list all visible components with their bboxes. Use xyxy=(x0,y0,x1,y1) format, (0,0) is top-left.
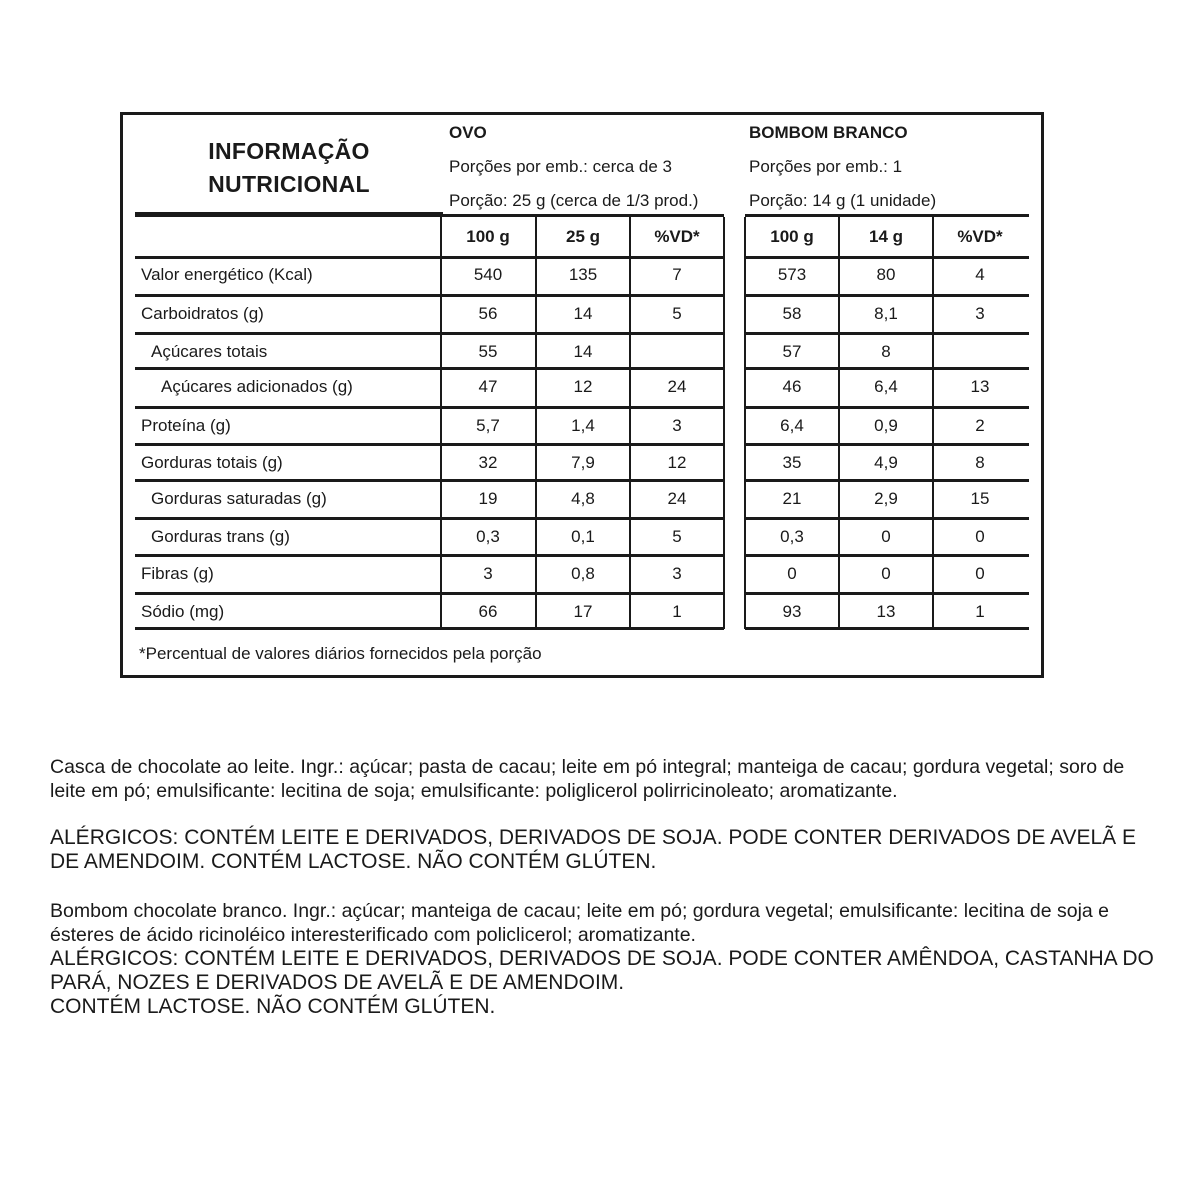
value-cell-ovo: 135 xyxy=(568,265,598,284)
column-header-bombom: %VD* xyxy=(957,227,1003,246)
value-cell-bombom: 2,9 xyxy=(874,489,898,508)
value-cell-bombom: 93 xyxy=(782,602,802,621)
value-cell-ovo: 66 xyxy=(478,602,498,621)
servings-ovo: Porções por emb.: cerca de 3 xyxy=(449,157,673,176)
value-cell-ovo: 24 xyxy=(667,489,687,508)
column-header-ovo: 100 g xyxy=(466,227,510,246)
value-cell-bombom xyxy=(933,335,1027,369)
serving-size-bombom: Porção: 14 g (1 unidade) xyxy=(749,191,937,210)
allergens-ovo: ALÉRGICOS: CONTÉM LEITE E DERIVADOS, DERIVADOS DE SOJA. PODE CONTER DERIVADOS DE AVELÃ E DE AMENDOIM. CONTÉM LACTOSE. NÃO CONTÉM GLÚTEN. xyxy=(50,826,1137,873)
nutrition-table xyxy=(120,112,1044,678)
value-cell-bombom: 2 xyxy=(975,416,985,435)
value-cell-ovo: 3 xyxy=(672,416,682,435)
value-cell-bombom: 8,1 xyxy=(874,304,898,323)
value-cell-ovo: 540 xyxy=(473,265,503,284)
value-cell-ovo: 0,3 xyxy=(476,527,500,546)
serving-size-ovo: Porção: 25 g (cerca de 1/3 prod.) xyxy=(449,191,699,210)
value-cell-bombom: 0 xyxy=(881,527,891,546)
nutrient-label: Sódio (mg) xyxy=(141,602,225,621)
allergens-bombom: ALÉRGICOS: CONTÉM LEITE E DERIVADOS, DERIVADOS DE SOJA. PODE CONTER AMÊNDOA, CASTANHA DO PARÁ, NOZES E DERIVADOS DE AVELÃ E DE AMENDOIM. xyxy=(50,947,1154,994)
nutrient-label: Gorduras saturadas (g) xyxy=(151,489,327,508)
value-cell-ovo: 17 xyxy=(573,602,593,621)
table-title-line2: NUTRICIONAL xyxy=(208,171,370,197)
product-name-bombom: BOMBOM BRANCO xyxy=(749,123,908,142)
allergens-bombom-extra: CONTÉM LACTOSE. NÃO CONTÉM GLÚTEN. xyxy=(50,995,496,1018)
product-name-ovo: OVO xyxy=(449,123,487,142)
value-cell-bombom: 0,3 xyxy=(780,527,804,546)
value-cell-ovo: 7 xyxy=(672,265,682,284)
value-cell-bombom: 0 xyxy=(975,564,985,583)
ingredients-bombom-text: açúcar; manteiga de cacau; leite em pó; gordura vegetal; emulsificante: lecitina de soja e ésteres de ácido ricinoléico interesterificado com policlicerol; aromatizante. xyxy=(50,900,1110,946)
value-cell-bombom: 0 xyxy=(881,564,891,583)
value-cell-bombom: 4,9 xyxy=(874,453,898,472)
value-cell-bombom: 3 xyxy=(975,304,985,323)
value-cell-bombom: 0 xyxy=(787,564,797,583)
column-header-bombom: 14 g xyxy=(868,227,904,246)
value-cell-bombom: 6,4 xyxy=(780,416,804,435)
value-cell-ovo: 0,1 xyxy=(571,527,595,546)
value-cell-ovo xyxy=(630,335,724,369)
ingredients-ovo xyxy=(50,756,1150,803)
value-cell-ovo: 12 xyxy=(573,377,593,396)
value-cell-ovo: 4,8 xyxy=(571,489,595,508)
servings-bombom: Porções por emb.: 1 xyxy=(749,157,903,176)
value-cell-ovo: 14 xyxy=(573,342,593,361)
value-cell-bombom: 57 xyxy=(782,342,802,361)
nutrient-label: Valor energético (Kcal) xyxy=(141,265,313,284)
value-cell-ovo: 1 xyxy=(672,602,682,621)
ingredients-bombom-lead: Bombom chocolate branco. Ingr.: xyxy=(50,900,337,922)
value-cell-bombom: 4 xyxy=(975,265,985,284)
value-cell-bombom: 0,9 xyxy=(874,416,898,435)
value-cell-bombom: 0 xyxy=(975,527,985,546)
value-cell-ovo: 3 xyxy=(483,564,493,583)
value-cell-bombom: 1 xyxy=(975,602,985,621)
nutrient-label: Carboidratos (g) xyxy=(141,304,264,323)
value-cell-bombom: 46 xyxy=(782,377,802,396)
column-header-bombom: 100 g xyxy=(770,227,814,246)
table-title-line1: INFORMAÇÃO xyxy=(208,138,370,164)
ingredients-bombom xyxy=(50,900,1150,947)
value-cell-ovo: 5,7 xyxy=(476,416,500,435)
value-cell-bombom: 8 xyxy=(881,342,891,361)
value-cell-bombom: 80 xyxy=(876,265,896,284)
nutrient-label: Açúcares totais xyxy=(151,342,268,361)
column-header-ovo: 25 g xyxy=(565,227,601,246)
value-cell-bombom: 58 xyxy=(782,304,802,323)
table-footnote: *Percentual de valores diários fornecidos pela porção xyxy=(139,644,542,663)
table-title xyxy=(135,135,443,201)
title-rule xyxy=(135,212,443,217)
header-rule-bombom xyxy=(745,214,1029,217)
nutrient-label: Açúcares adicionados (g) xyxy=(161,377,353,396)
value-cell-ovo: 47 xyxy=(478,377,498,396)
column-header-ovo: %VD* xyxy=(654,227,700,246)
value-cell-bombom: 6,4 xyxy=(874,377,898,396)
value-cell-ovo: 3 xyxy=(672,564,682,583)
value-cell-ovo: 1,4 xyxy=(571,416,595,435)
value-cell-bombom: 8 xyxy=(975,453,985,472)
value-cell-bombom: 13 xyxy=(876,602,896,621)
nutrient-label: Fibras (g) xyxy=(141,564,214,583)
value-cell-bombom: 21 xyxy=(782,489,802,508)
value-cell-ovo: 32 xyxy=(478,453,498,472)
ingredients-ovo-lead: Casca de chocolate ao leite. Ingr.: xyxy=(50,756,344,778)
value-cell-bombom: 13 xyxy=(970,377,990,396)
value-cell-ovo: 14 xyxy=(573,304,593,323)
value-cell-ovo: 19 xyxy=(478,489,498,508)
value-cell-ovo: 24 xyxy=(667,377,687,396)
nutrient-label: Proteína (g) xyxy=(141,416,231,435)
value-cell-ovo: 5 xyxy=(672,527,682,546)
value-cell-bombom: 35 xyxy=(782,453,802,472)
value-cell-ovo: 55 xyxy=(478,342,498,361)
nutrient-label: Gorduras trans (g) xyxy=(151,527,290,546)
value-cell-ovo: 12 xyxy=(667,453,687,472)
value-cell-bombom: 15 xyxy=(970,489,990,508)
value-cell-ovo: 0,8 xyxy=(571,564,595,583)
ingredients-ovo-text: açúcar; pasta de cacau; leite em pó integral; manteiga de cacau; gordura vegetal; soro de leite em pó; emulsificante: lecitina de soja; emulsificante: poliglicerol polirricinoleato; aromatizante. xyxy=(50,756,1125,802)
nutrient-label: Gorduras totais (g) xyxy=(141,453,283,472)
header-rule-ovo xyxy=(441,214,724,217)
value-cell-ovo: 7,9 xyxy=(571,453,595,472)
value-cell-ovo: 56 xyxy=(478,304,498,323)
value-cell-bombom: 573 xyxy=(777,265,807,284)
value-cell-ovo: 5 xyxy=(672,304,682,323)
